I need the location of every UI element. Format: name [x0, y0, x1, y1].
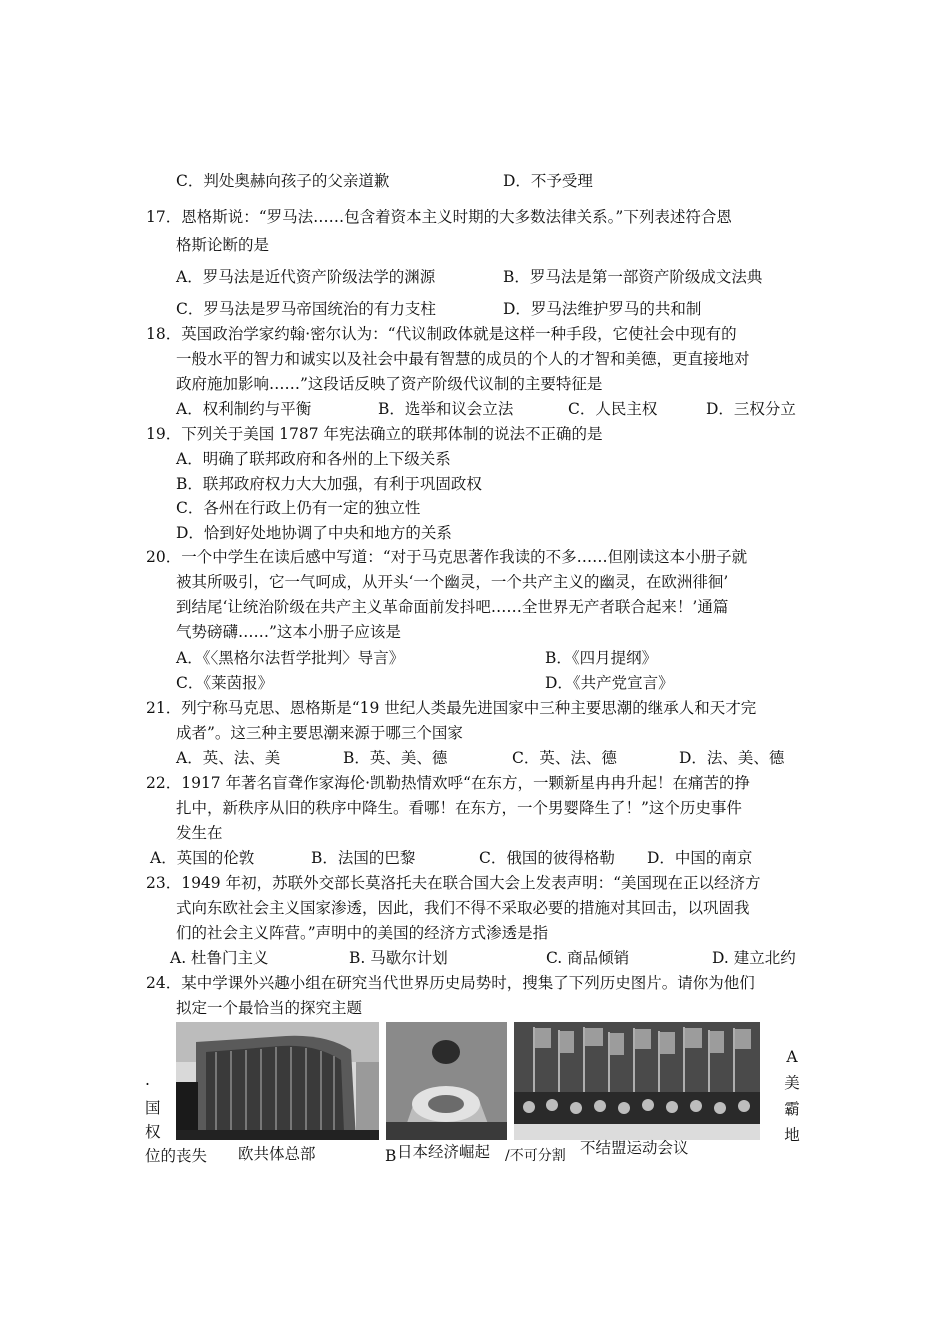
fragment-right-4: 地 — [784, 1126, 800, 1144]
photo-japan-economy — [386, 1022, 507, 1140]
q17-option-d: D．罗马法维护罗马的共和制 — [503, 300, 702, 318]
q22-stem-line3: 发生在 — [176, 824, 223, 842]
q22-option-d: D．中国的南京 — [647, 849, 753, 867]
q22-option-c: C．俄国的彼得格勒 — [479, 849, 615, 867]
fragment-left-2: 权 — [145, 1123, 161, 1141]
fragment-left-dot: . — [145, 1071, 150, 1089]
fragment-b: B — [385, 1147, 397, 1165]
q18-option-a: A．权利制约与平衡 — [176, 400, 312, 418]
q23-option-d: D. 建立北约 — [712, 949, 796, 967]
q22-option-a: A．英国的伦敦 — [150, 849, 255, 867]
q22-option-b: B．法国的巴黎 — [311, 849, 416, 867]
q19-option-d: D．恰到好处地协调了中央和地方的关系 — [176, 524, 452, 542]
photo-non-aligned-conference — [514, 1022, 760, 1140]
building-illustration — [176, 1022, 379, 1140]
photo-ec-headquarters — [176, 1022, 379, 1140]
q16-option-c: C．判处奥赫向孩子的父亲道歉 — [176, 172, 390, 190]
q21-stem-line1: 21．列宁称马克思、恩格斯是“19 世纪人类最先进国家中三种主要思潮的继承人和天才完 — [146, 699, 757, 717]
q20-option-d: D．《共产党宣言》 — [545, 674, 674, 692]
fragment-right-1: A — [786, 1048, 798, 1066]
q17-option-a: A．罗马法是近代资产阶级法学的渊源 — [176, 268, 436, 286]
q20-option-b: B．《四月提纲》 — [545, 649, 658, 667]
q19-option-b: B．联邦政府权力大大加强，有利于巩固政权 — [176, 475, 482, 493]
fragment-right-3: 霸 — [784, 1100, 800, 1118]
q17-option-c: C．罗马法是罗马帝国统治的有力支柱 — [176, 300, 436, 318]
q18-stem-line3: 政府施加影响……”这段话反映了资产阶级代议制的主要特征是 — [176, 375, 603, 393]
fragment-left-3: 位的丧失 — [145, 1147, 208, 1165]
q18-stem-line1: 18．英国政治学家约翰·密尔认为：“代议制政体就是这样一种手段，它使社会中现有的 — [146, 325, 737, 343]
q19-option-c: C．各州在行政上仍有一定的独立性 — [176, 499, 421, 517]
q21-option-a: A．英、法、美 — [176, 749, 281, 767]
q24-stem-line1: 24．某中学课外兴趣小组在研究当代世界历史局势时，搜集了下列历史图片。请你为他们 — [146, 974, 755, 992]
q19-stem-line1: 19．下列关于美国 1787 年宪法确立的联邦体制的说法不正确的是 — [146, 425, 603, 443]
q17-option-b: B．罗马法是第一部资产阶级成文法典 — [503, 268, 763, 286]
q23-option-b: B. 马歇尔计划 — [349, 949, 448, 967]
q20-option-a: A．《〈黑格尔法哲学批判〉导言》 — [176, 649, 405, 667]
conference-illustration — [514, 1022, 760, 1140]
q20-option-c: C．《莱茵报》 — [176, 674, 274, 692]
q16-option-d: D．不予受理 — [503, 172, 593, 190]
q23-option-c: C. 商品倾销 — [546, 949, 630, 967]
fragment-right-2: 美 — [784, 1074, 800, 1092]
q23-stem-line2: 式向东欧社会主义国家渗透，因此，我们不得不采取必要的措施对其回击，以巩固我 — [176, 899, 750, 917]
caption-ec-headquarters: 欧共体总部 — [238, 1145, 316, 1163]
q24-stem-line2: 拟定一个最恰当的探究主题 — [176, 999, 363, 1017]
q21-option-d: D．法、美、德 — [679, 749, 785, 767]
q21-option-c: C．英、法、德 — [512, 749, 617, 767]
q20-stem-line2: 被其所吸引，它一气呵成，从开头‘一个幽灵，一个共产主义的幽灵，在欧洲徘徊’ — [176, 573, 729, 591]
q23-stem-line1: 23．1949 年初，苏联外交部长莫洛托夫在联合国大会上发表声明：“美国现在正以经济方 — [146, 874, 761, 892]
caption-japan-economy: 日本经济崛起 — [397, 1143, 491, 1161]
q19-option-a: A．明确了联邦政府和各州的上下级关系 — [176, 450, 451, 468]
q18-option-d: D．三权分立 — [706, 400, 796, 418]
q18-option-c: C．人民主权 — [568, 400, 658, 418]
q17-stem-line1: 17．恩格斯说：“罗马法……包含着资本主义时期的大多数法律关系。”下列表述符合恩 — [146, 208, 732, 226]
q23-stem-line3: 们的社会主义阵营。”声明中的美国的经济方式渗透是指 — [176, 924, 549, 942]
q17-stem-line2: 格斯论断的是 — [176, 236, 270, 254]
japan-illustration — [386, 1022, 507, 1140]
fragment-middle: /不可分割 — [505, 1148, 566, 1164]
q21-stem-line2: 成者”。这三种主要思潮来源于哪三个国家 — [176, 724, 463, 742]
q18-option-b: B．选举和议会立法 — [378, 400, 514, 418]
q20-stem-line4: 气势磅礴……”这本小册子应该是 — [176, 623, 401, 641]
q21-option-b: B．英、美、德 — [343, 749, 448, 767]
q18-stem-line2: 一般水平的智力和诚实以及社会中最有智慧的成员的个人的才智和美德，更直接地对 — [176, 350, 750, 368]
q22-stem-line2: 扎中，新秩序从旧的秩序中降生。看哪！在东方，一个男婴降生了！”这个历史事件 — [176, 799, 742, 817]
q23-option-a: A. 杜鲁门主义 — [170, 949, 269, 967]
fragment-left-1: 国 — [145, 1099, 161, 1117]
q22-stem-line1: 22．1917 年著名盲聋作家海伦·凯勒热情欢呼“在东方，一颗新星冉冉升起！在痛苦的挣 — [146, 774, 750, 792]
q20-stem-line3: 到结尾‘让统治阶级在共产主义革命面前发抖吧……全世界无产者联合起来！’通篇 — [176, 598, 729, 616]
q20-stem-line1: 20．一个中学生在读后感中写道：“对于马克思著作我读的不多……但刚读这本小册子就 — [146, 548, 748, 566]
caption-non-aligned-conference: 不结盟运动会议 — [580, 1139, 689, 1157]
